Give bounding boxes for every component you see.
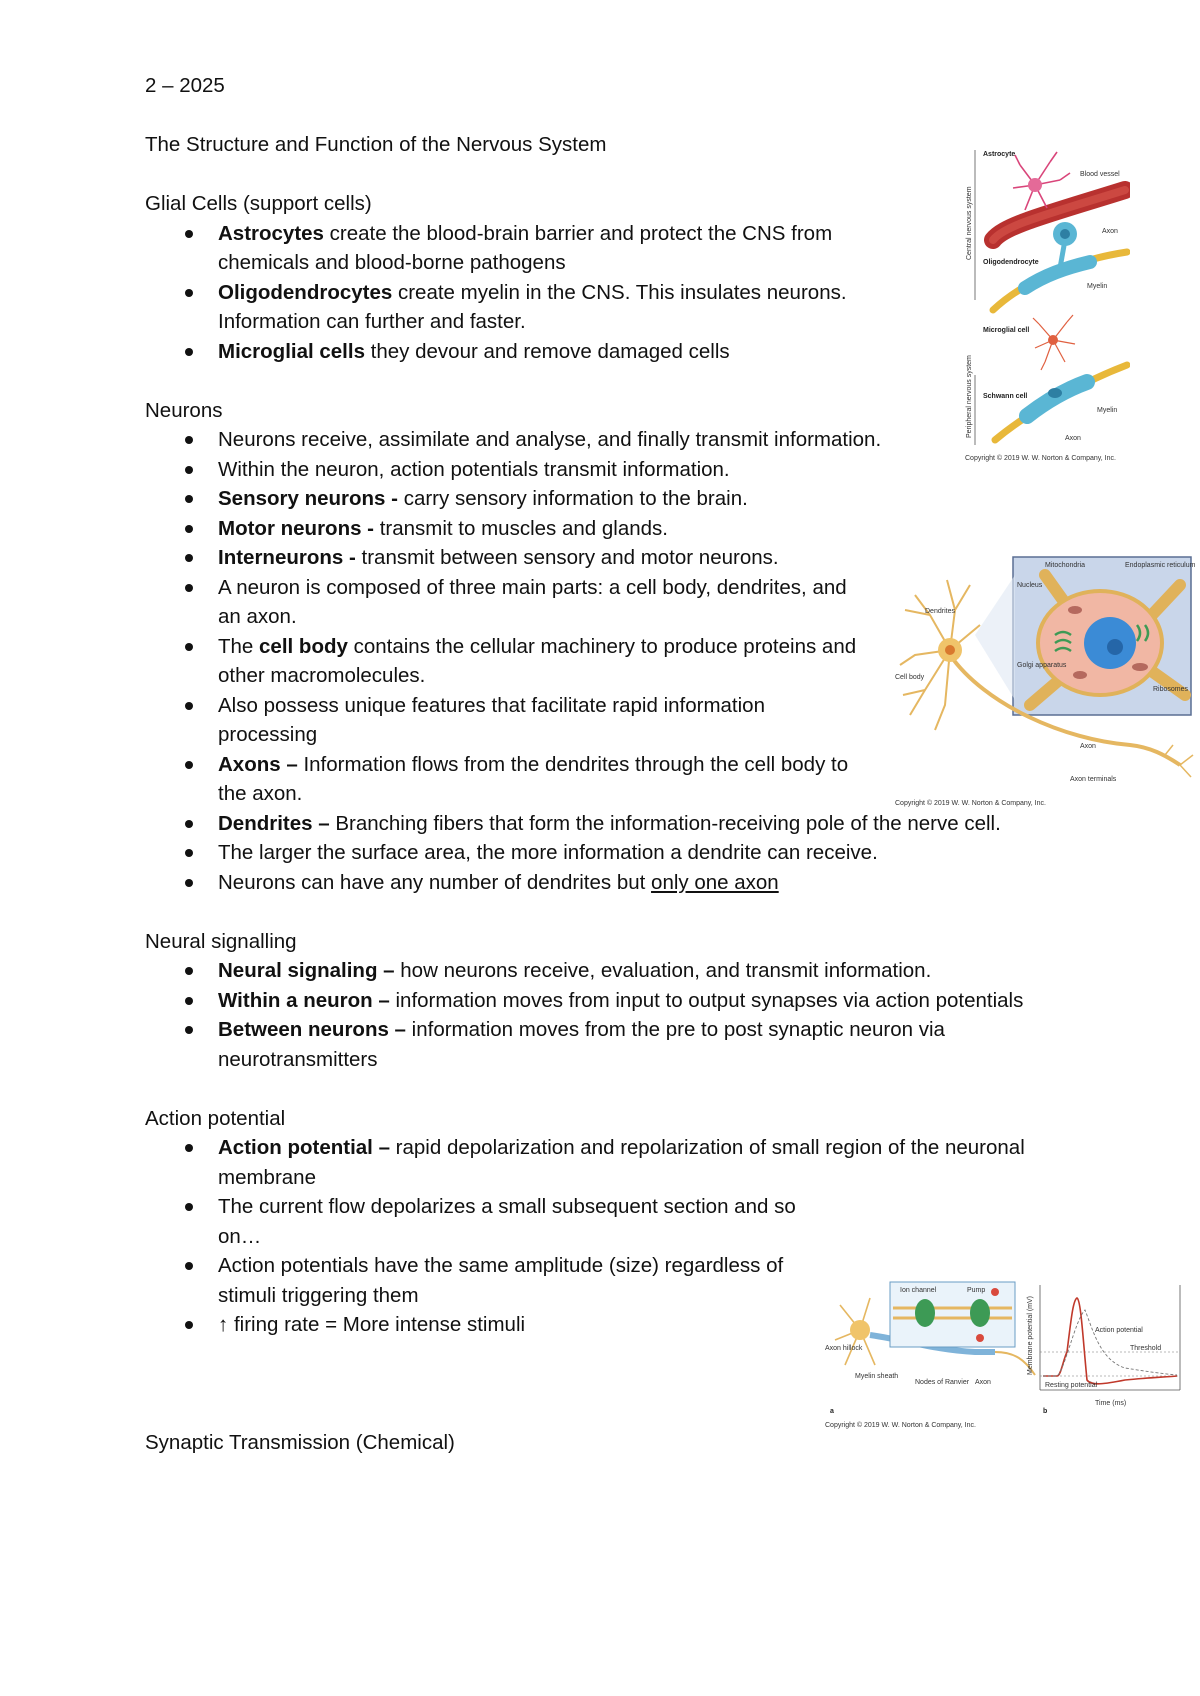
item-text: The: [218, 634, 260, 658]
list-item: [145, 573, 868, 632]
y-axis-label: Membrane potential (mV): [1027, 1296, 1034, 1375]
list-item: [145, 750, 868, 809]
threshold-label: Threshold: [1130, 1345, 1162, 1352]
axon-label: Axon: [1102, 228, 1118, 235]
term: Neural signaling –: [218, 959, 395, 982]
nodes-label: Nodes of Ranvier: [915, 1379, 970, 1386]
ion-channel-label: Ion channel: [900, 1287, 937, 1294]
list-item: [145, 219, 865, 278]
item-text: carry sensory information to the brain.: [398, 487, 748, 510]
astrocyte-label: Astrocyte: [983, 151, 1016, 158]
item-text: Information flows from the dendrites through the cell body to the axon.: [218, 752, 849, 805]
action-potential-curve-label: Action potential: [1095, 1327, 1143, 1334]
list-item: [145, 632, 868, 691]
action-axon-label: Axon: [975, 1379, 991, 1386]
neuron-figure-caption: Copyright © 2019 W. W. Norton & Company, Inc.: [895, 800, 1046, 807]
term: Axons –: [218, 752, 298, 776]
list-item: [145, 1192, 818, 1251]
list-item: [145, 514, 1045, 544]
panel-b-label: b: [1043, 1408, 1048, 1415]
item-text: Neurons receive, assimilate and analyse, and finally transmit information.: [218, 428, 882, 451]
term: Motor neurons -: [218, 516, 375, 540]
item-text: The larger the surface area, the more information a dendrite can receive.: [218, 841, 878, 864]
section-heading-glial: Glial Cells (support cells): [145, 192, 372, 215]
myelin-sheath-label: Myelin sheath: [855, 1373, 899, 1380]
neuron-figure: [895, 555, 1195, 795]
term: Between neurons –: [218, 1018, 406, 1041]
ribosomes-label: Ribosomes: [1153, 686, 1189, 693]
list-item: [145, 278, 865, 337]
item-text: create the blood-brain barrier and protect the CNS from chemicals and blood-borne pathogens: [218, 221, 833, 274]
item-text: Action potentials have the same amplitude (size) regardless of stimuli triggering them: [218, 1254, 784, 1307]
item-text: they devour and remove damaged cells: [364, 339, 730, 363]
term: Microglial cells: [218, 339, 365, 363]
signalling-list: [145, 956, 1035, 1074]
action-potential-figure: [825, 1280, 1195, 1420]
list-item: [145, 838, 1045, 868]
item-text: The current flow depolarizes a small subsequent section and so on…: [218, 1195, 796, 1248]
pump-label: Pump: [967, 1287, 986, 1294]
item-text: rapid depolarization and repolarization of small region of the neuronal membrane: [218, 1136, 1025, 1189]
dendrites-label: Dendrites: [925, 608, 955, 615]
panel-a-label: a: [830, 1408, 834, 1415]
oligodendrocyte-label: Oligodendrocyte: [983, 259, 1039, 266]
list-item: [145, 425, 1045, 455]
item-text: Within the neuron, action potentials transmit information.: [218, 457, 730, 481]
term: Interneurons -: [218, 546, 356, 569]
glial-list: [145, 219, 865, 367]
list-item: [145, 986, 1035, 1016]
glial-cells-figure: [965, 140, 1130, 455]
item-text: ↑ firing rate = More intense stimuli: [218, 1313, 526, 1336]
item-text: contains the cellular machinery to produce proteins and other macromolecules.: [218, 634, 857, 687]
term: Action potential –: [218, 1136, 390, 1159]
axon-terminals-label: Axon terminals: [1070, 776, 1117, 783]
list-item: [145, 455, 1045, 485]
item-text: information moves from input to output synapses via action potentials: [389, 988, 1024, 1012]
term: cell body: [259, 634, 348, 658]
schwann-axon-label: Axon: [1065, 435, 1081, 442]
term: Sensory neurons -: [218, 487, 398, 510]
list-item: [145, 1251, 838, 1310]
glial-cells-illustration: [965, 140, 1130, 455]
term: Dendrites –: [218, 811, 330, 835]
blood-vessel-label: Blood vessel: [1080, 171, 1120, 178]
list-item: [145, 1015, 1035, 1074]
pns-label: Peripheral nervous system: [966, 355, 973, 438]
section-heading-neurons: Neurons: [145, 398, 223, 422]
microglial-label: Microglial cell: [983, 327, 1030, 334]
cns-label: Central nervous system: [966, 186, 973, 260]
term: Astrocytes: [218, 221, 324, 245]
schwann-myelin-label: Myelin: [1097, 407, 1118, 414]
mitochondria-label: Mitochondria: [1045, 562, 1086, 569]
list-item: [145, 809, 1118, 839]
item-text: Branching fibers that form the information-receiving pole of the nerve cell.: [329, 811, 1001, 835]
term: Within a neuron –: [218, 988, 390, 1012]
item-text: A neuron is composed of three main parts: a cell body, dendrites, and an axon.: [218, 575, 847, 628]
er-label: Endoplasmic reticulum: [1125, 562, 1195, 569]
list-item: [145, 337, 865, 367]
item-text: information moves from the pre to post synaptic neuron via neurotransmitters: [218, 1018, 945, 1071]
section-heading-action-potential: Action potential: [145, 1106, 286, 1130]
page-date: 2 – 2025: [145, 74, 225, 97]
axon-hillock-label: Axon hillock: [825, 1345, 863, 1352]
item-text: transmit between sensory and motor neurons.: [355, 546, 779, 569]
underlined-text: only one axon: [651, 870, 779, 894]
section-heading-synaptic: Synaptic Transmission (Chemical): [145, 1431, 455, 1454]
neuron-illustration: [895, 555, 1195, 795]
schwann-label: Schwann cell: [983, 393, 1028, 400]
list-item: [145, 484, 1045, 514]
action-figure-caption: Copyright © 2019 W. W. Norton & Company, Inc.: [825, 1422, 976, 1429]
item-text: create myelin in the CNS. This insulates neurons. Information can further and faster.: [218, 280, 847, 333]
list-item: [145, 691, 868, 750]
section-heading-signalling: Neural signalling: [145, 929, 297, 953]
neuron-axon-label: Axon: [1080, 743, 1096, 750]
x-axis-label: Time (ms): [1095, 1400, 1127, 1407]
page-title: The Structure and Function of the Nervous System: [145, 133, 607, 156]
item-text: Neurons can have any number of dendrites but: [218, 870, 652, 894]
golgi-label: Golgi apparatus: [1017, 662, 1067, 669]
term: Oligodendrocytes: [218, 280, 393, 304]
item-text: transmit to muscles and glands.: [374, 516, 668, 540]
item-text: how neurons receive, evaluation, and transmit information.: [394, 959, 932, 982]
item-text: Also possess unique features that facilitate rapid information processing: [218, 693, 765, 746]
glial-figure-caption: Copyright © 2019 W. W. Norton & Company, Inc.: [965, 455, 1116, 462]
list-item: [145, 1133, 1108, 1192]
resting-label: Resting potential: [1045, 1382, 1098, 1389]
list-item: [145, 868, 1045, 898]
action-potential-illustration: [825, 1280, 1195, 1420]
nucleus-label: Nucleus: [1017, 582, 1043, 589]
cell-body-label: Cell body: [895, 674, 925, 681]
myelin-label: Myelin: [1087, 283, 1108, 290]
list-item: [145, 956, 1035, 986]
